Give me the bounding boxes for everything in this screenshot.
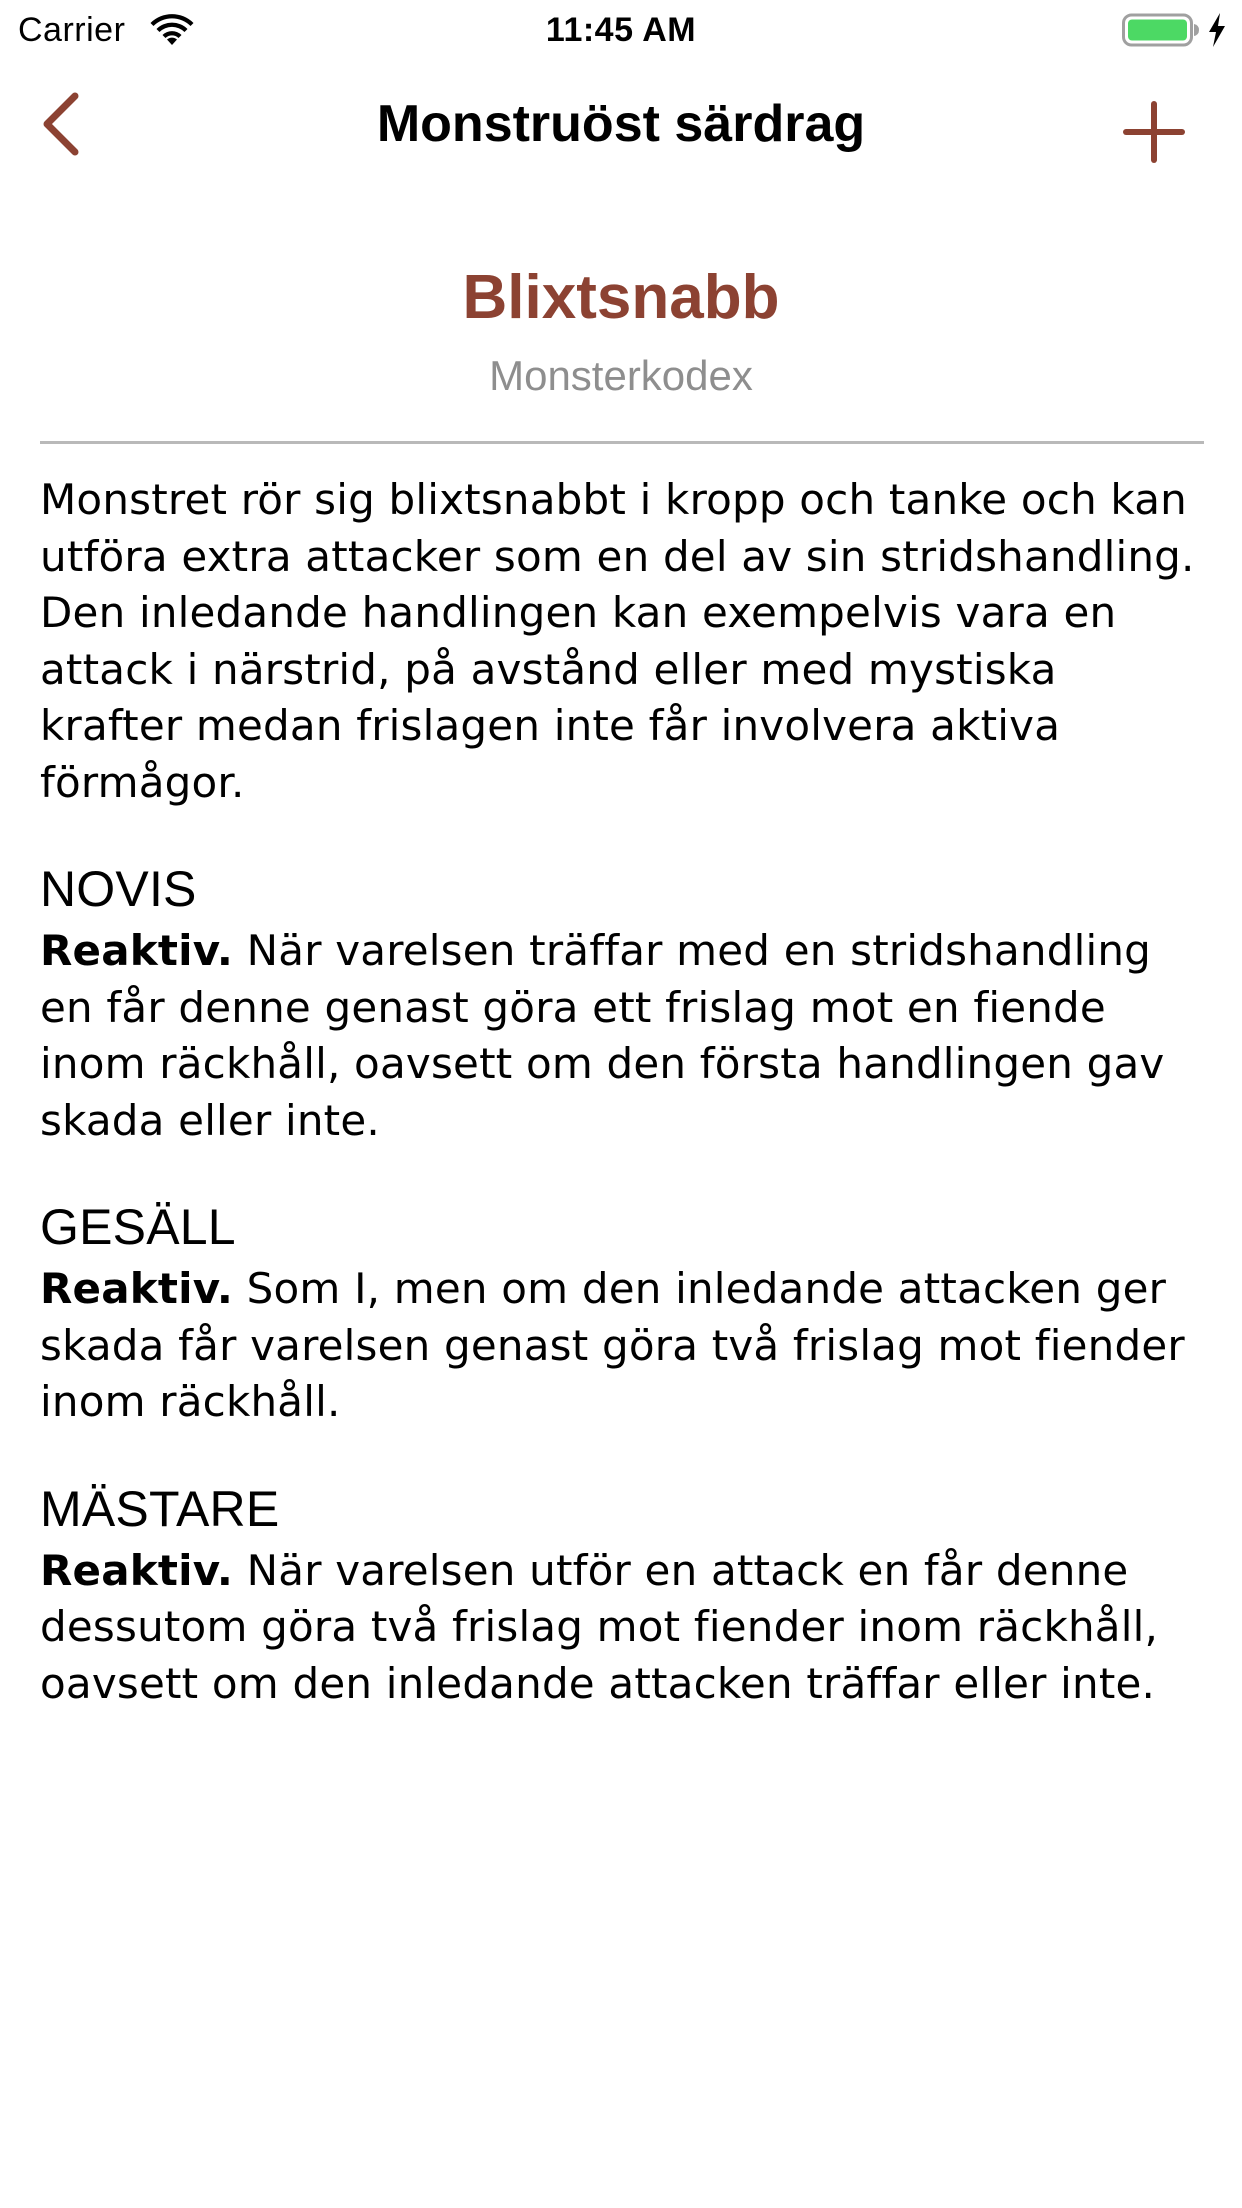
level-mastare — [40, 1477, 1210, 1713]
nav-title: Monstruöst särdrag — [376, 95, 866, 153]
charging-bolt-icon — [1206, 12, 1228, 48]
chevron-left-icon[interactable] — [30, 88, 102, 160]
level-type: Reaktiv. — [40, 1545, 234, 1595]
level-text — [40, 1261, 1210, 1431]
level-novis — [40, 857, 1210, 1149]
level-heading: GESÄLL — [40, 1199, 236, 1255]
level-type: Reaktiv. — [40, 926, 234, 975]
level-heading: NOVIS — [40, 861, 197, 917]
plus-icon[interactable] — [1118, 96, 1190, 168]
level-description: När varelsen utför en attack en får denne dessutom göra två frislag mot fiender inom räckhåll, oavsett om den inledande attacken träffar eller inte. — [40, 1545, 1159, 1708]
trait-content — [40, 472, 1210, 1712]
level-text — [40, 923, 1210, 1149]
level-text — [40, 1543, 1210, 1713]
level-type: Reaktiv. — [40, 1264, 234, 1313]
carrier-label: Carrier — [18, 11, 126, 49]
level-description: Som I, men om den inledande attacken ger skada får varelsen genast göra två frislag mot fiender inom räckhåll. — [40, 1264, 1185, 1426]
navigation-bar — [0, 60, 1242, 192]
level-heading: MÄSTARE — [40, 1480, 280, 1537]
level-description: När varelsen träffar med en stridshandling en får denne genast göra ett frislag mot en fiende inom räckhåll, oavsett om den första handlingen gav skada eller inte. — [40, 926, 1165, 1145]
trait-title: Blixtsnabb — [462, 263, 780, 332]
level-gesall — [40, 1195, 1210, 1431]
trait-header — [0, 258, 1242, 404]
divider — [40, 441, 1204, 444]
status-time: 11:45 AM — [545, 11, 697, 49]
trait-description: Monstret rör sig blixtsnabbt i kropp och tanke och kan utföra extra attacker som en del av sin stridshandling. Den inledande handlingen kan exempelvis vara en attack i närstrid, på avstånd eller med mystiska krafter medan frislagen inte får involvera aktiva förmågor. — [40, 475, 1195, 807]
status-bar — [0, 0, 1242, 60]
trait-source: Monsterkodex — [489, 352, 753, 399]
battery-icon — [1122, 12, 1200, 48]
